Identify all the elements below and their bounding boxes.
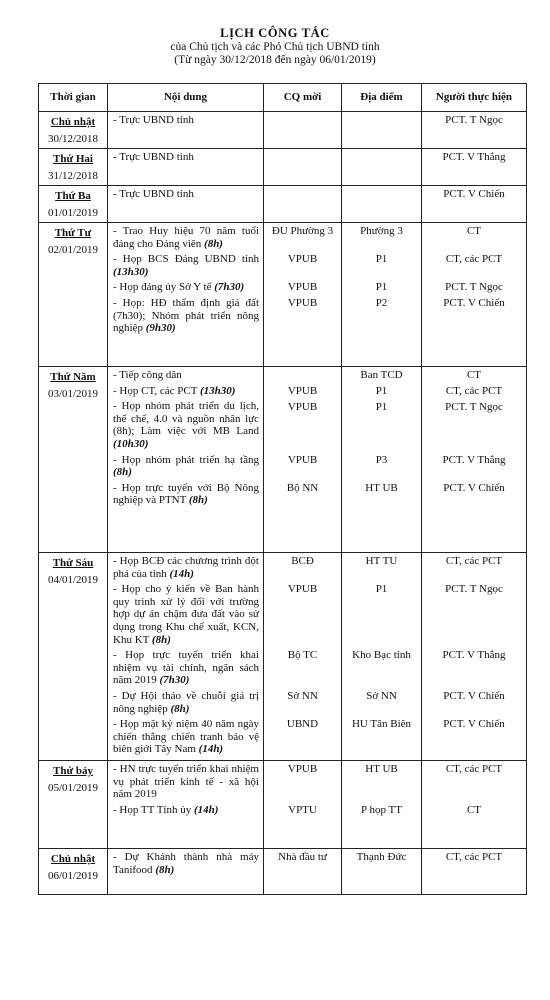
location-value: P họp TT [361,804,402,816]
day-label: Thứ Sáu [52,557,94,569]
date-label: 03/01/2019 [47,387,99,400]
column-header-person: Người thực hiện [422,84,527,112]
inviter-cell [264,761,342,849]
location-value: Phường 3 [360,225,403,237]
inviter-list [264,367,341,511]
person-cell [422,112,527,149]
location-cell [342,849,422,895]
location-cell [342,223,422,367]
list-item: - Họp BCS Đảng UBND tỉnh (13h30) [113,253,259,278]
person-value: PCT. V Chiến [443,718,505,730]
list-item: - Họp: HĐ thẩm định giá đất (7h30); Nhóm phát triển nông nghiệp (9h30) [113,296,259,335]
person-cell [422,553,527,761]
content-list [108,112,263,128]
table-row [39,367,527,553]
time-cell [39,112,108,149]
location-value: P1 [375,281,388,293]
inviter-list [264,553,341,760]
person-cell [422,849,527,895]
list-item: - Họp trực tuyến với Bộ Nông nghiệp và PTNT (8h) [113,481,259,507]
time-note: (14h) [198,743,224,756]
list-item: - Họp trực tuyến triển khai nhiệm vụ tài chính, ngân sách năm 2019 (7h30) [113,649,259,687]
time-note: (13h30) [113,265,149,278]
time-cell [39,553,108,761]
inviter-list [264,112,341,131]
person-list [422,553,526,760]
person-list [422,112,526,131]
time-cell [39,761,108,849]
person-value: PCT. T Ngọc [445,114,503,126]
inviter-value: Sở NN [287,690,318,702]
person-value: PCT. T Ngọc [445,583,503,595]
day-label: Chủ nhật [50,853,96,865]
inviter-cell [264,553,342,761]
list-item: - Họp CT, các PCT (13h30) [113,384,236,397]
location-cell [342,186,422,223]
date-label: 31/12/2018 [47,169,99,182]
day-label: Chủ nhật [50,116,96,128]
content-cell [108,112,264,149]
time-note: (7h30) [214,281,245,294]
time-cell [39,186,108,223]
location-value: P1 [375,583,388,595]
table-row [39,761,527,849]
inviter-value: Nhà đầu tư [278,851,327,863]
person-value: CT [466,369,482,381]
time-note: (8h) [204,237,223,250]
person-cell [422,367,527,553]
time-note: (9h30) [145,322,176,335]
time-cell [39,849,108,895]
location-value: P3 [375,454,388,466]
table-row [39,223,527,367]
person-value: PCT. V Thắng [442,151,506,163]
location-list [342,367,421,511]
column-header-inviter: CQ mời [264,84,342,112]
inviter-value [266,369,339,382]
content-cell [108,149,264,186]
inviter-value: VPUB [287,281,318,293]
person-list [422,761,526,821]
list-item: - Họp đảng ủy Sở Y tế (7h30) [113,281,245,294]
location-value: P1 [375,385,388,397]
person-cell [422,761,527,849]
person-value: CT, các PCT [445,763,503,775]
person-value: CT, các PCT [445,253,503,265]
location-value [344,114,419,127]
location-value: HT TU [365,555,398,567]
content-list [108,186,263,202]
document-subtitle: của Chủ tịch và các Phó Chủ tịch UBND tỉnh [170,41,380,53]
schedule-body [39,112,527,895]
location-list [342,112,421,131]
list-item: - Dự Khánh thành nhà máy Tanifood (8h) [113,851,259,876]
person-value: PCT. V Chiến [443,482,505,494]
inviter-value: ĐU Phường 3 [271,225,334,237]
date-range: (Từ ngày 30/12/2018 đến ngày 06/01/2019) [174,54,376,66]
inviter-cell [264,149,342,186]
list-item: - Dự Hội thảo về chuỗi giá trị nông nghiệp (8h) [113,689,259,715]
list-item: - Trực UBND tỉnh [113,188,194,200]
person-value: PCT. V Chiến [443,297,505,309]
location-value [344,188,419,201]
column-header-location: Địa điểm [342,84,422,112]
table-row [39,186,527,223]
location-cell [342,112,422,149]
time-note: (8h) [188,494,208,507]
content-cell [108,186,264,223]
time-note: (14h) [169,567,194,580]
location-list [342,223,421,339]
person-list [422,186,526,205]
date-label: 05/01/2019 [47,781,99,794]
person-value: CT, các PCT [445,555,503,567]
date-label: 01/01/2019 [47,206,99,219]
person-value: CT, các PCT [445,385,503,397]
person-value: CT, các PCT [445,851,503,863]
inviter-value: VPUB [287,583,318,595]
list-item: - Trực UBND tỉnh [113,114,194,126]
inviter-value: VPUB [287,763,318,775]
person-list [422,849,526,880]
inviter-value: VPUB [287,253,318,265]
content-cell [108,761,264,849]
content-cell [108,553,264,761]
date-label: 30/12/2018 [47,132,99,145]
inviter-list [264,761,341,821]
location-value: P1 [375,401,388,413]
inviter-list [264,149,341,168]
inviter-value: BCĐ [291,555,314,567]
time-note: (13h30) [199,384,236,397]
location-cell [342,553,422,761]
schedule-table [38,83,527,895]
column-header-content: Nội dung [108,84,264,112]
time-cell [39,149,108,186]
table-row [39,149,527,186]
inviter-cell [264,367,342,553]
person-value: PCT. V Thắng [442,454,506,466]
inviter-cell [264,186,342,223]
inviter-value: Bộ NN [286,482,319,494]
inviter-cell [264,112,342,149]
location-list [342,149,421,168]
location-value: Sở NN [366,690,397,702]
location-cell [342,761,422,849]
location-list [342,186,421,205]
inviter-value: UBND [286,718,319,730]
person-cell [422,149,527,186]
table-row [39,112,527,149]
inviter-list [264,849,341,880]
content-list [108,553,263,757]
date-label: 02/01/2019 [47,243,99,256]
location-cell [342,367,422,553]
location-value: Kho Bạc tỉnh [352,649,411,661]
location-value: HU Tân Biên [351,718,412,730]
inviter-value: VPUB [287,454,318,466]
date-label: 04/01/2019 [47,573,99,586]
inviter-value [266,188,339,201]
list-item: - Trực UBND tỉnh [113,151,194,163]
person-value: PCT. T Ngọc [445,281,503,293]
inviter-value [266,114,339,127]
person-list [422,367,526,511]
inviter-value [266,151,339,164]
list-item: - Họp nhóm phát triển du lịch, thể chế, 4.0 và nguồn nhân lực (8h); Làm việc với MB Land (10h30) [113,400,259,450]
person-list [422,149,526,168]
person-value: PCT. V Thắng [442,649,506,661]
list-item: - Họp cho ý kiến về Ban hành quy trình xử lý đối với trường hợp dự án chậm đưa đất vào sử dụng trong Khu chế xuất, KCN, Khu KT (8h) [113,583,259,646]
person-list [422,223,526,339]
inviter-value: VPUB [287,385,318,397]
location-value: HT UB [365,482,398,494]
person-cell [422,186,527,223]
table-header-row [39,84,527,112]
person-value: PCT. V Chiến [443,690,505,702]
column-header-time: Thời gian [39,84,108,112]
location-list [342,553,421,760]
person-value: CT [466,804,482,816]
table-row [39,849,527,895]
document-header [0,26,550,67]
location-value: HT UB [365,763,398,775]
time-note: (7h30) [159,674,190,687]
inviter-cell [264,849,342,895]
document-title: LỊCH CÔNG TÁC [220,26,330,40]
content-cell [108,223,264,367]
location-value: Ban TCD [360,369,403,381]
inviter-value: VPTU [288,804,317,816]
list-item: - Họp TT Tỉnh ủy (14h) [113,803,219,816]
location-cell [342,149,422,186]
time-note: (8h) [155,863,175,876]
person-value: CT [466,225,482,237]
person-cell [422,223,527,367]
inviter-cell [264,223,342,367]
content-list [108,761,263,817]
list-item: - Họp mặt kỷ niệm 40 năm ngày chiến thắng chiến tranh bảo vệ biên giới Tây Nam (14h) [113,718,259,756]
time-cell [39,367,108,553]
time-note: (8h) [170,702,190,715]
inviter-list [264,186,341,205]
list-item: - HN trực tuyến triển khai nhiệm vụ phát triển kinh tế - xã hội năm 2019 [113,763,259,801]
location-value: Thạnh Đức [356,851,407,863]
inviter-value: Bộ TC [287,649,318,661]
day-label: Thứ Năm [50,371,96,383]
content-cell [108,849,264,895]
person-value: PCT. T Ngọc [445,401,503,413]
time-note: (10h30) [113,437,149,450]
location-value [344,151,419,164]
list-item: - Họp BCĐ các chương trình đột phá của tỉnh (14h) [113,555,259,580]
time-note: (14h) [193,803,219,816]
person-value: PCT. V Chiến [443,188,505,200]
location-list [342,761,421,821]
inviter-list [264,223,341,339]
time-note: (8h) [151,633,171,646]
content-cell [108,367,264,553]
inviter-value: VPUB [287,297,318,309]
list-item: - Trao Huy hiệu 70 năm tuổi đảng cho Đảng viên (8h) [113,225,259,250]
time-note: (8h) [113,466,132,479]
date-label: 06/01/2019 [47,869,99,882]
content-list [108,367,263,508]
list-item: - Tiếp công dân [113,369,182,381]
day-label: Thứ Ba [55,190,91,202]
list-item: - Họp nhóm phát triển hạ tầng (8h) [113,453,259,479]
content-list [108,849,263,877]
table-row [39,553,527,761]
location-list [342,849,421,880]
location-value: P2 [375,297,388,309]
day-label: Thứ Tư [54,227,92,239]
time-cell [39,223,108,367]
content-list [108,149,263,165]
day-label: Thứ bảy [53,765,93,777]
content-list [108,223,263,336]
inviter-value: VPUB [287,401,318,413]
location-value: P1 [375,253,388,265]
day-label: Thứ Hai [53,153,93,165]
